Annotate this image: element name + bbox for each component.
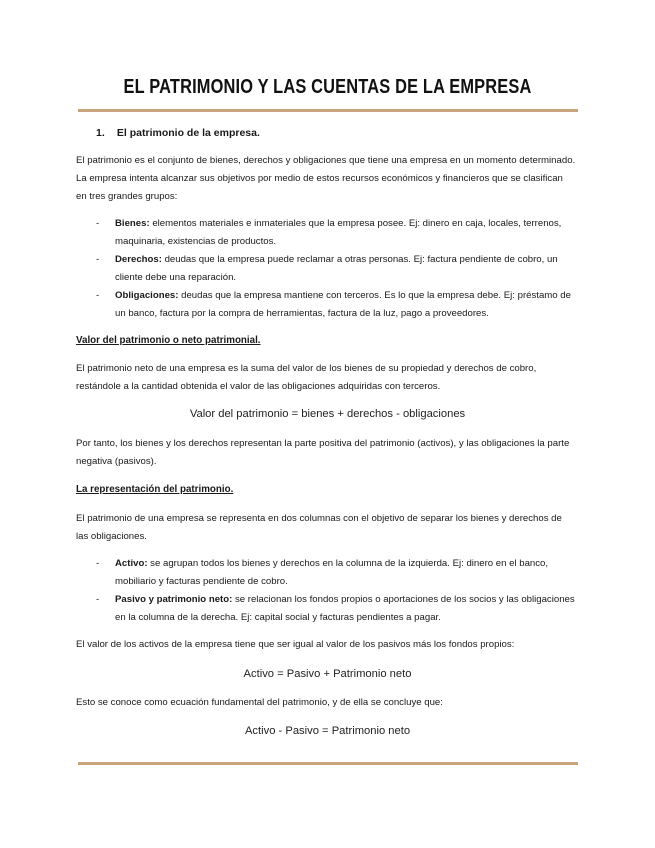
bullet-term: Obligaciones: [115,290,179,301]
bullet-term: Bienes: [115,218,150,229]
bullet-dash: - [96,558,100,569]
subheading-valor-patrimonio: Valor del patrimonio o neto patrimonial. [76,335,261,346]
list-item-activo [96,555,576,591]
bullet-term: Derechos: [115,254,162,265]
equation-activo-pasivo: Activo = Pasivo + Patrimonio neto [243,668,412,680]
subheading-representacion: La representación del patrimonio. [76,484,234,495]
valor-patrimonio-paragraph: El patrimonio neto de una empresa es la suma del valor de los bienes de su propiedad y derechos de cobro, restándole a la cantidad obtenida el valor de las obligaciones adquiridas con terceros. [76,363,537,392]
bullet-text: se relacionan los fondos propios o aportaciones de los socios y las obligaciones en la columna de la derecha. Ej: capital social y facturas pendientes a pagar. [115,594,575,623]
section-heading-text: El patrimonio de la empresa. [116,127,260,139]
list-item-derechos [96,251,576,287]
activos-igual-paragraph: El valor de los activos de la empresa tiene que ser igual al valor de los pasivos más los fondos propios: [76,639,515,650]
document-title: EL PATRIMONIO Y LAS CUENTAS DE LA EMPRESA [123,76,532,98]
bullet-text: se agrupan todos los bienes y derechos en la columna de la izquierda. Ej: dinero en el banco, mobiliario y facturas pendiente de cobro. [115,558,549,587]
equation-patrimonio-neto: Activo - Pasivo = Patrimonio neto [244,725,411,737]
equation-valor-patrimonio: Valor del patrimonio = bienes + derechos - obligaciones [189,408,466,420]
bullet-text: deudas que la empresa puede reclamar a otras personas. Ej: factura pendiente de cobro, un cliente debe una reparación. [115,254,558,283]
ecuacion-fundamental-paragraph: Esto se conoce como ecuación fundamental del patrimonio, y de ella se concluye que: [76,697,443,708]
list-item-obligaciones [96,287,576,323]
top-divider [78,109,578,112]
activos-pasivos-paragraph: Por tanto, los bienes y los derechos representan la parte positiva del patrimonio (activos), y las obligaciones la parte negativa (pasivos). [76,438,570,467]
bottom-divider [78,762,578,765]
list-item-bienes [96,215,576,251]
representacion-paragraph: El patrimonio de una empresa se representa en dos columnas con el objetivo de separar los bienes y derechos de las obligaciones. [76,513,562,542]
bullet-dash: - [96,254,100,265]
bullet-term: Pasivo y patrimonio neto: [115,594,233,605]
bullet-dash: - [96,290,100,301]
bullet-text: elementos materiales e inmateriales que la empresa posee. Ej: dinero en caja, locales, terrenos, maquinaria, existencias de productos. [115,218,562,247]
section-number: 1. [96,127,105,139]
bullet-dash: - [96,594,100,605]
bullet-term: Activo: [115,558,148,569]
list-item-pasivo [96,591,576,627]
section-heading-patrimonio [96,124,260,142]
intro-paragraph: El patrimonio es el conjunto de bienes, derechos y obligaciones que tiene una empresa en un momento determinado. La empresa intenta alcanzar sus objetivos por medio de estos recursos económicos y financieros que se clasifican en tres grandes grupos: [76,155,576,202]
bullet-dash: - [96,218,100,229]
bullet-text: deudas que la empresa mantiene con terceros. Es lo que la empresa debe. Ej: préstamo de un banco, factura por la compra de herramientas, factura de la luz, pago a proveedores. [115,290,571,319]
